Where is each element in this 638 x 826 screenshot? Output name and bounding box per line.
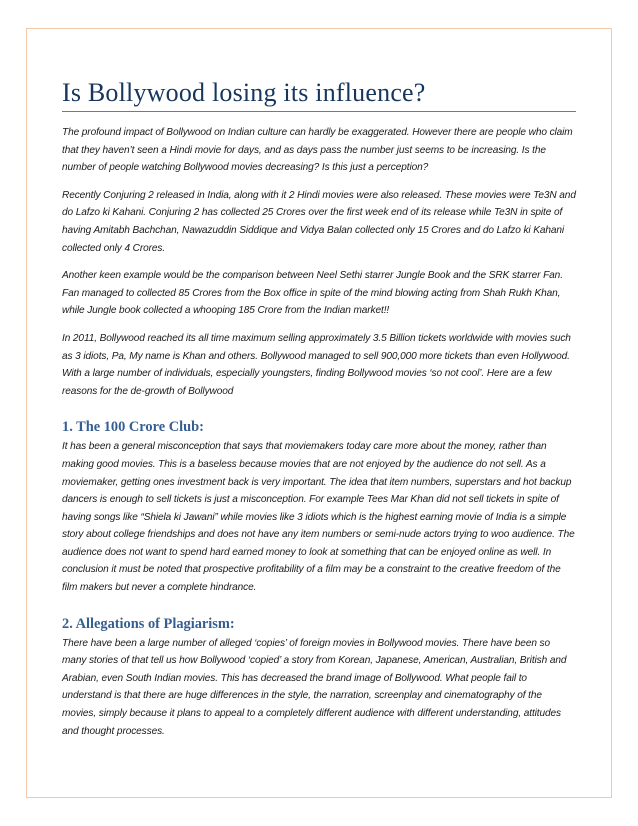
intro-paragraph-1: The profound impact of Bollywood on Indian culture can hardly be exaggerated. However there are people who claim that they haven’t seen a Hindi movie for days, and as days pass the number just seems to be increasing. Is the number of people watching Bollywood movies decreasing? Is this just a perception?: [62, 127, 573, 174]
section-heading-plagiarism: 2. Allegations of Plagiarism:: [62, 615, 235, 632]
section-text-100-crore-club: It has been a general misconception that says that moviemakers today care more about the money, rather than making good movies. This is a baseless because movies that are not enjoyed by the audience do not sell. As a moviemaker, getting ones investment back is very important. The idea that item numbers, superstars and hot backup dancers is enough to sell tickets is just a misconception. For example Tees Mar Khan did not sell tickets in spite of having songs like “Shiela ki Jawani” while movies like 3 idiots which is the highest earning movie of India is a simple story about college friendships and does not have any item numbers or semi-nude actors trying to woo audience. The audience does not want to spend hard earned money to look at something that can be enjoyed online as well. In conclusion it must be noted that prospective profitability of a film may be a constraint to the creative freedom of the film makers but never a complete hindrance.: [62, 441, 575, 594]
page-content: [62, 78, 576, 750]
intro-paragraph-2: Recently Conjuring 2 released in India, along with it 2 Hindi movies were also released. These movies were Te3N and do Lafzo ki Kahani. Conjuring 2 has collected 25 Crores over the first week end of its release while Te3N in spite of having Amitabh Bachchan, Nawazuddin Siddique and Vidya Balan collected only 15 Crores and do Lafzo ki Kahani collected only 4 Crores.: [62, 189, 576, 254]
intro-paragraph-3: Another keen example would be the comparison between Neel Sethi starrer Jungle Book and the SRK starrer Fan. Fan managed to collected 85 Crores from the Box office in spite of the mind blowing acting from Shah Rukh Khan, while Jungle book collected a whooping 185 Crore from the Indian market!!: [62, 270, 563, 317]
section-heading-100-crore-club: 1. The 100 Crore Club:: [62, 419, 204, 436]
intro-paragraph-4: In 2011, Bollywood reached its all time maximum selling approximately 3.5 Billion tickets worldwide with movies such as 3 idiots, Pa, My name is Khan and others. Bollywood managed to sell 900,000 more tickets than even Hollywood. With a large number of individuals, especially youngsters, finding Bollywood movies ‘so not cool’. Here are a few reasons for the de-growth of Bollywood: [62, 332, 571, 397]
page-title: Is Bollywood losing its influence?: [62, 78, 426, 107]
title-underline: [62, 111, 576, 112]
section-text-plagiarism: There have been a large number of alleged ‘copies’ of foreign movies in Bollywood movies. There have been so many stories of that tell us how Bollywood ‘copied’ a story from Korean, Japanese, American, Australian, British and Arabian, even South Indian movies. This has decreased the brand image of Bollywood. What people fail to understand is that there are huge differences in the style, the narration, screenplay and cinematography of the movies, simply because it plans to appeal to a completely different audience with different understanding, attitudes and thought processes.: [62, 637, 567, 737]
